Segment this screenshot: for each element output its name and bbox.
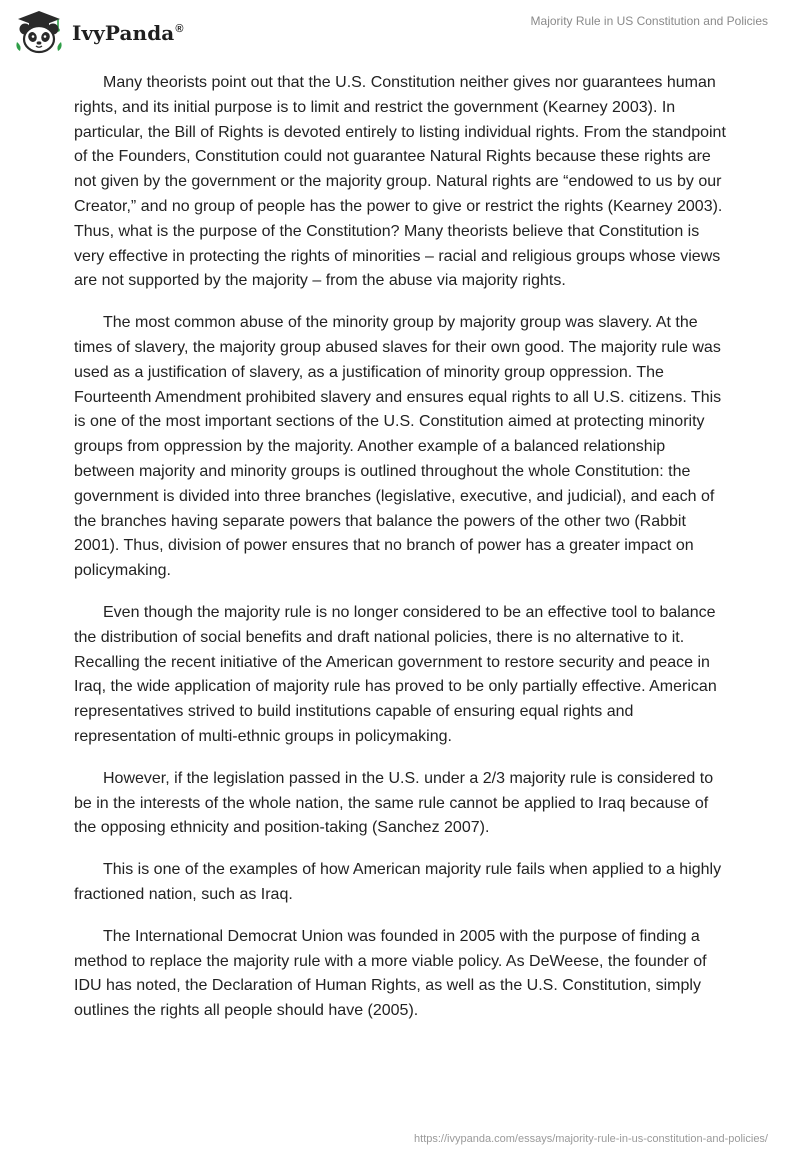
registered-mark: ® bbox=[175, 23, 184, 36]
paragraph: The most common abuse of the minority group by majority group was slavery. At the times of slavery, the majority group abused slaves for their own good. The majority rule was used as a justification of slavery, as a justification of minority group oppression. The Fourteenth Amendment prohibited slavery and ensures equal rights to all U.S. citizens. This is one of the most important sections of the U.S. Constitution aimed at protecting minority groups from oppression by the majority. Another example of a balanced relationship between majority and minority groups is outlined throughout the whole Constitution: the government is divided into three branches (legislative, executive, and judicial), and each of the branches having separate powers that balance the powers of the other two (Rabbit 2001). Thus, division of power ensures that no branch of power has a greater impact on policymaking. bbox=[74, 314, 722, 580]
paragraph: Even though the majority rule is no longer considered to be an effective tool to balance the distribution of social benefits and draft national policies, there is no alternative to it. Recalling the recent initiative of the American government to restore security and peace in Iraq, the wide application of majority rule has proved to be only partially effective. American representatives strived to build institutions capable of ensuring equal rights and representation of multi-ethnic groups in policymaking. bbox=[74, 603, 717, 745]
document-title: Majority Rule in US Constitution and Policies bbox=[530, 14, 768, 28]
paragraph: However, if the legislation passed in the U.S. under a 2/3 majority rule is considered to be in the interests of the whole nation, the same rule cannot be applied to Iraq because of the opposing ethnicity and position-taking (Sanchez 2007). bbox=[74, 769, 714, 837]
paragraph: Many theorists point out that the U.S. Constitution neither gives nor guarantees human rights, and its initial purpose is to limit and restrict the government (Kearney 2003). In particular, the Bill of Rights is devoted entirely to listing individual rights. From the standpoint of the Founders, Constitution could not guarantee Natural Rights because these rights are not given by the government or the majority group. Natural rights are “endowed to us by our Creator,” and no group of people has the power to give or restrict the rights (Kearney 2003). Thus, what is the purpose of the Constitution? Many theorists believe that Constitution is very effective in protecting the rights of minorities – racial and religious groups whose views are not supported by the majority – from the abuse via majority rights. bbox=[74, 74, 726, 290]
brand-name bbox=[72, 21, 184, 45]
page-header bbox=[0, 0, 800, 70]
source-url-link[interactable]: https://ivypanda.com/essays/majority-rule-in-us-constitution-and-policies/ bbox=[414, 1133, 768, 1145]
paragraph: The International Democrat Union was founded in 2005 with the purpose of finding a method to replace the majority rule with a more viable policy. As DeWeese, the founder of IDU has noted, the Declaration of Human Rights, as well as the U.S. Constitution, simply outlines the rights all people should have (2005). bbox=[74, 927, 707, 1020]
essay-body bbox=[74, 71, 730, 1041]
paragraph: This is one of the examples of how American majority rule fails when applied to a highly fractioned nation, such as Iraq. bbox=[74, 861, 722, 903]
brand-name-text: IvyPanda bbox=[72, 21, 175, 45]
brand-logo[interactable] bbox=[14, 10, 184, 54]
panda-graduate-icon bbox=[14, 10, 64, 54]
